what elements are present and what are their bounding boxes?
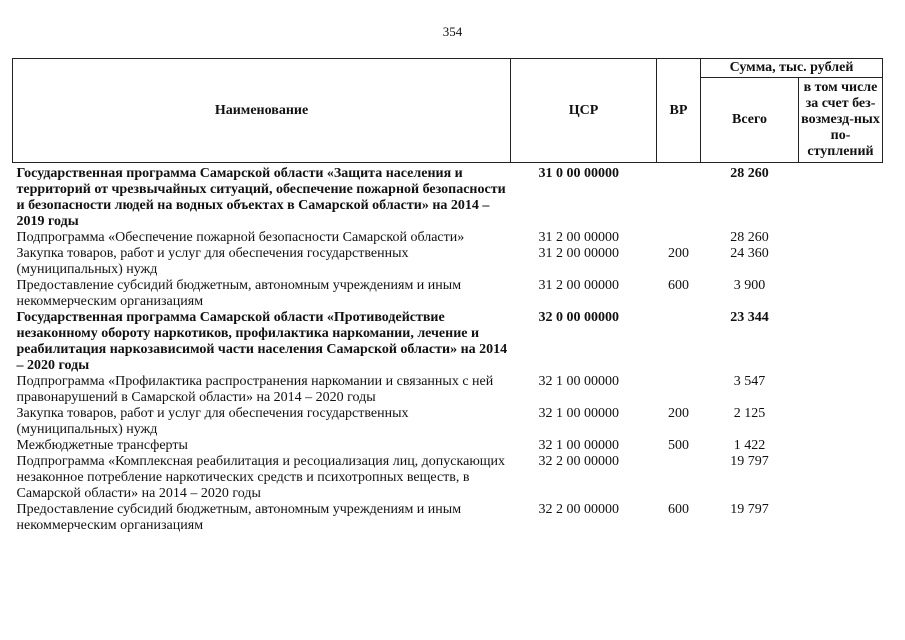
header-vr: ВР (657, 59, 701, 163)
row-total: 19 797 (730, 502, 769, 517)
row-name: Государственная программа Самарской области «Противодействие незаконному обороту наркотиков, профилактика наркомании, лечение и реабилитация наркозависимой части населения Самарской области» на 2014 – 2020 годы (16, 310, 508, 373)
table-row (13, 454, 883, 502)
table-row (13, 246, 883, 278)
table-row (13, 374, 883, 406)
row-vr: 200 (668, 406, 689, 421)
row-including (799, 374, 883, 406)
table-row (13, 438, 883, 454)
row-name: Закупка товаров, работ и услуг для обеспечения государственных (муниципальных) нужд (16, 246, 409, 277)
table-row (13, 502, 883, 534)
row-csr: 31 0 00 00000 (538, 166, 619, 181)
row-name: Подпрограмма «Обеспечение пожарной безопасности Самарской области» (16, 230, 465, 245)
row-including (799, 278, 883, 310)
row-including (799, 163, 883, 231)
row-vr (657, 230, 701, 246)
row-total: 23 344 (730, 310, 769, 325)
row-including (799, 310, 883, 374)
row-total: 19 797 (730, 454, 769, 469)
row-csr: 31 2 00 00000 (538, 230, 619, 245)
table-row (13, 278, 883, 310)
table-row (13, 230, 883, 246)
row-csr: 32 1 00 00000 (538, 406, 619, 421)
row-including (799, 454, 883, 502)
row-vr (657, 454, 701, 502)
header-total: Всего (701, 78, 799, 163)
table-row (13, 406, 883, 438)
page-number: 354 (442, 24, 463, 39)
row-vr (657, 374, 701, 406)
row-vr: 600 (668, 278, 689, 293)
row-csr: 32 2 00 00000 (538, 502, 619, 517)
header-csr: ЦСР (511, 59, 657, 163)
row-total: 3 547 (733, 374, 766, 389)
budget-table (12, 58, 883, 534)
row-name: Предоставление субсидий бюджетным, автономным учреждениям и иным некоммерческим организациям (16, 502, 462, 533)
row-total: 1 422 (733, 438, 766, 453)
table-row (13, 163, 883, 231)
row-including (799, 406, 883, 438)
row-including (799, 230, 883, 246)
row-name: Межбюджетные трансферты (16, 438, 188, 453)
table-row (13, 310, 883, 374)
row-csr: 32 1 00 00000 (538, 438, 619, 453)
row-vr (657, 310, 701, 374)
row-total: 28 260 (730, 230, 769, 245)
table-header (13, 59, 883, 163)
row-name: Предоставление субсидий бюджетным, автономным учреждениям и иным некоммерческим организациям (16, 278, 462, 309)
header-including: в том числе за счет без-возмезд-ных по-ступлений (799, 78, 883, 163)
row-total: 24 360 (730, 246, 769, 261)
row-csr: 31 2 00 00000 (538, 246, 619, 261)
row-total: 2 125 (733, 406, 766, 421)
row-vr (657, 163, 701, 231)
row-csr: 32 2 00 00000 (538, 454, 619, 469)
header-sum: Сумма, тыс. рублей (701, 59, 883, 78)
row-name: Закупка товаров, работ и услуг для обеспечения государственных (муниципальных) нужд (16, 406, 409, 437)
row-csr: 32 0 00 00000 (538, 310, 619, 325)
row-csr: 32 1 00 00000 (538, 374, 619, 389)
row-name: Государственная программа Самарской области «Защита населения и территорий от чрезвычайных ситуаций, обеспечение пожарной безопасности и безопасности людей на водных объектах в Самарской области» на 2014 – 2019 годы (16, 166, 506, 229)
row-total: 28 260 (730, 166, 769, 181)
row-csr: 31 2 00 00000 (538, 278, 619, 293)
row-total: 3 900 (733, 278, 766, 293)
row-including (799, 438, 883, 454)
row-vr: 600 (668, 502, 689, 517)
row-vr: 500 (668, 438, 689, 453)
row-including (799, 246, 883, 278)
row-including (799, 502, 883, 534)
row-name: Подпрограмма «Профилактика распространения наркомании и связанных с ней правонарушений в Самарской области» на 2014 – 2020 годы (16, 374, 494, 405)
header-name: Наименование (13, 59, 511, 163)
row-vr: 200 (668, 246, 689, 261)
row-name: Подпрограмма «Комплексная реабилитация и ресоциализация лиц, допускающих незаконное потребление наркотических средств и психотропных веществ, в Самарской области» на 2014 – 2020 годы (16, 454, 506, 501)
